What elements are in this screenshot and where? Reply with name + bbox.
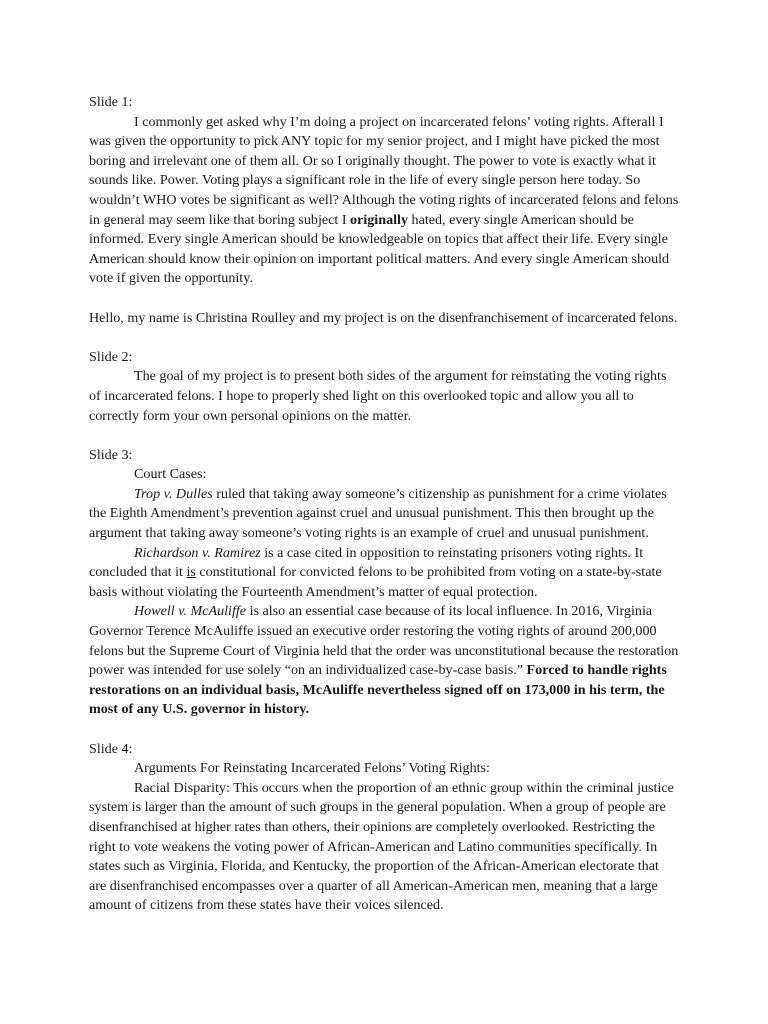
slide-2-paragraph: The goal of my project is to present both sides of the argument for reinstating the voting rights of incarcerated felons. I hope to properly shed light on this overlooked topic and allow you all to correctly form your own personal opinions on the matter. bbox=[89, 368, 667, 424]
case-richardson-paragraph bbox=[89, 544, 679, 603]
slide-4-heading: Slide 4: bbox=[89, 740, 133, 757]
case-howell-paragraph bbox=[89, 602, 679, 720]
case-howell-bold: Forced to handle rights restorations on an individual basis, McAuliffe nevertheless signed off on 173,000 in his term, the most of any U.S. governor in history. bbox=[89, 662, 667, 718]
slide-1-heading: Slide 1: bbox=[89, 94, 133, 110]
slide-4-paragraph: Racial Disparity: This occurs when the proportion of an ethnic group within the criminal justice system is larger than the amount of such groups in the general population. When a group of people are disenfranchised at higher rates than others, their opinions are completely overlooked. Restricting the right to vote weakens the voting power of African-American and Latino communities specifically. In states such as Virginia, Florida, and Kentucky, the proportion of the African-American electorate that are disenfranchised encompasses over a quarter of all American-American men, meaning that a large amount of citizens from these states have their voices silenced. bbox=[89, 779, 674, 914]
case-richardson-underline: is bbox=[186, 564, 196, 581]
slide-3-subheading: Court Cases: bbox=[134, 466, 207, 483]
document-page bbox=[89, 93, 679, 916]
slide-1-text-b: hated, every single American should be informed. Every single American should be knowledgeable on topics that affect their life. Every single American should know their opinion on important political matters. And every single American should vote if given the opportunity. bbox=[89, 211, 670, 287]
spacer bbox=[89, 426, 679, 446]
slide-1-paragraph bbox=[89, 113, 679, 289]
case-trop-paragraph bbox=[89, 485, 679, 544]
spacer bbox=[89, 289, 679, 309]
slide-1-bold-word: originally bbox=[350, 211, 408, 228]
slide-1-text-a: I commonly get asked why I’m doing a project on incarcerated felons’ voting rights. Afterall I was given the opportunity to pick ANY topic for my senior project, and I might have picked the most boring and irrelevant one of them all. Or so I originally thought. The power to vote is exactly what it sounds like. Power. Voting plays a significant role in the life of every single person here today. So wouldn’t WHO votes be significant as well? Although the voting rights of incarcerated felons and felons in general may seem like that boring subject I bbox=[89, 113, 679, 228]
spacer bbox=[89, 720, 679, 740]
case-richardson-text-b: constitutional for convicted felons to be prohibited from voting on a state-by-state basis without violating the Fourteenth Amendment’s matter of equal protection. bbox=[89, 564, 662, 600]
spacer bbox=[89, 328, 679, 348]
case-trop-text: ruled that taking away someone’s citizenship as punishment for a crime violates the Eighth Amendment’s prevention against cruel and unusual punishment. This then brought up the argument that taking away someone’s voting rights is an example of cruel and unusual punishment. bbox=[89, 485, 667, 542]
slide-2-heading: Slide 2: bbox=[89, 348, 133, 365]
slide-1-intro: Hello, my name is Christina Roulley and my project is on the disenfranchisement of incarcerated felons. bbox=[89, 309, 678, 326]
case-richardson-name: Richardson v. Ramirez bbox=[134, 544, 261, 561]
case-trop-name: Trop v. Dulles bbox=[134, 485, 213, 502]
slide-4-subheading: Arguments For Reinstating Incarcerated Felons’ Voting Rights: bbox=[134, 760, 490, 777]
slide-3-heading: Slide 3: bbox=[89, 446, 133, 463]
case-richardson-text-a: is a case cited in opposition to reinstating prisoners voting rights. It concluded that it bbox=[89, 544, 644, 581]
case-howell-name: Howell v. McAuliffe bbox=[134, 603, 247, 620]
case-howell-text: is also an essential case because of its local influence. In 2016, Virginia Governor Terence McAuliffe issued an executive order restoring the voting rights of around 200,000 felons but the Supreme Court of Virginia held that the order was unconstitutional because the restoration power was intended for use solely “on an individualized case-by-case basis.” bbox=[89, 603, 679, 679]
